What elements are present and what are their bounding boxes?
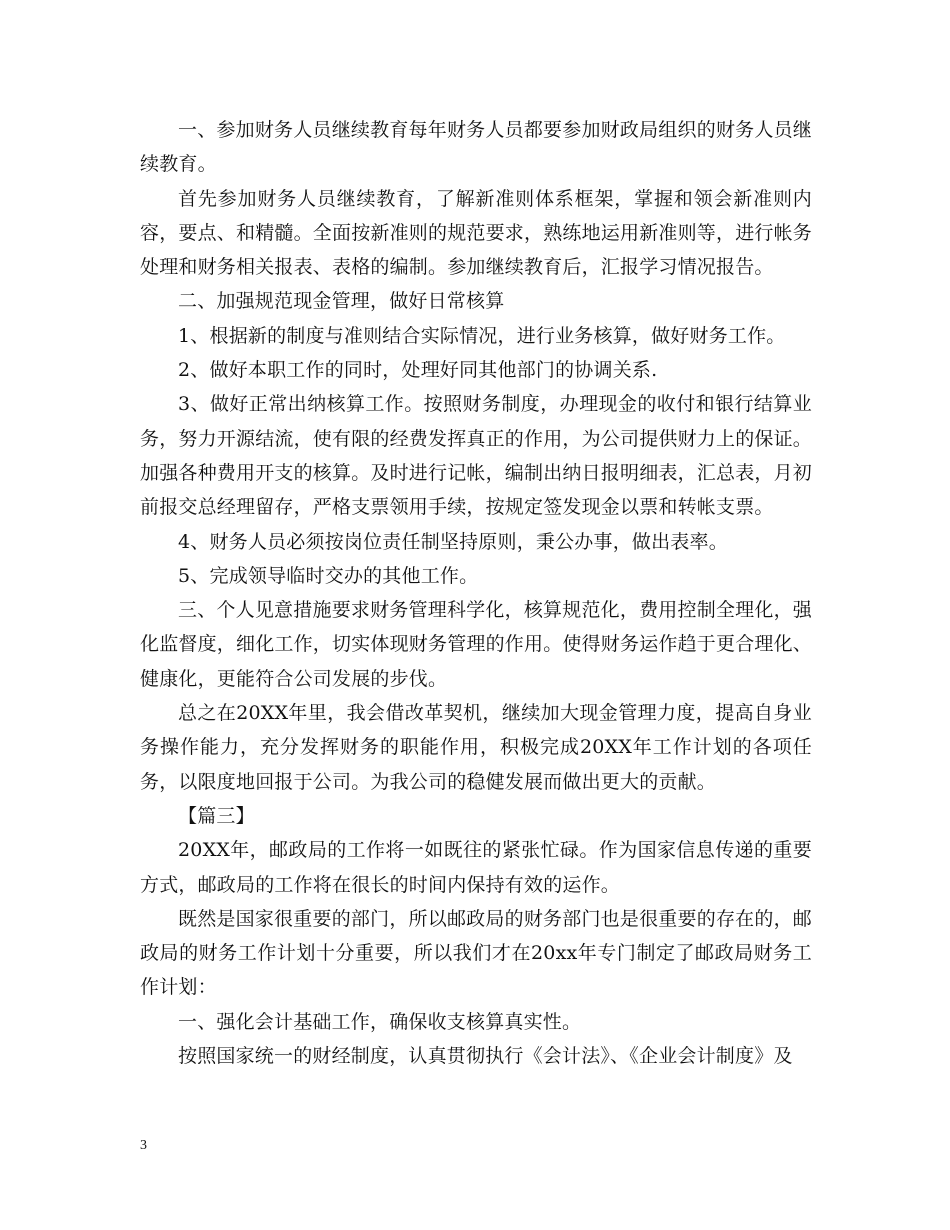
paragraph-8: 5、完成领导临时交办的其他工作。	[178, 564, 479, 587]
document-body	[140, 113, 812, 1073]
paragraph-6: 3、做好正常出纳核算工作。按照财务制度，办理现金的收付和银行结算业务，努力开源结流，使有限的经费发挥真正的作用，为公司提供财力上的保证。加强各种费用开支的核算。及时进行记帐，编制出纳日报明细表，汇总表，月初前报交总经理留存，严格支票领用手续，按规定签发现金以票和转帐支票。	[140, 393, 813, 519]
paragraph-13: 既然是国家很重要的部门，所以邮政局的财务部门也是很重要的存在的，邮政局的财务工作计划十分重要，所以我们才在20xx年专门制定了邮政局财务工作计划：	[140, 907, 812, 999]
paragraph-14: 一、强化会计基础工作，确保收支核算真实性。	[178, 1010, 582, 1033]
page-number: 3	[140, 1138, 147, 1153]
paragraph-9: 三、个人见意措施要求财务管理科学化，核算规范化，费用控制全理化，强化监督度，细化工作，切实体现财务管理的作用。使得财务运作趋于更合理化、健康化，更能符合公司发展的步伐。	[140, 599, 813, 690]
paragraph-4: 1、根据新的制度与准则结合实际情况，进行业务核算，做好财务工作。	[178, 324, 786, 347]
paragraph-15: 按照国家统一的财经制度，认真贯彻执行《会计法》、《企业会计制度》及	[178, 1045, 793, 1068]
paragraph-3: 二、加强规范现金管理，做好日常核算	[178, 290, 505, 313]
paragraph-7: 4、财务人员必须按岗位责任制坚持原则，秉公办事，做出表率。	[178, 530, 728, 553]
paragraph-12: 20XX年，邮政局的工作将一如既往的紧张忙碌。作为国家信息传递的重要方式，邮政局的工作将在很长的时间内保持有效的运作。	[140, 839, 812, 896]
paragraph-10: 总之在20XX年里，我会借改革契机，继续加大现金管理力度，提高自身业务操作能力，充分发挥财务的职能作用，积极完成20XX年工作计划的各项任务，以限度地回报于公司。为我公司的稳健发展而做出更大的贡献。	[140, 702, 812, 793]
paragraph-1: 一、参加财务人员继续教育每年财务人员都要参加财政局组织的财务人员继续教育。	[140, 119, 812, 176]
section-heading: 【篇三】	[178, 804, 255, 827]
paragraph-2: 首先参加财务人员继续教育，了解新准则体系框架，掌握和领会新准则内容，要点、和精髓。全面按新准则的规范要求，熟练地运用新准则等，进行帐务处理和财务相关报表、表格的编制。参加继续教育后，汇报学习情况报告。	[140, 187, 813, 279]
paragraph-5: 2、做好本职工作的同时，处理好同其他部门的协调关系.	[178, 359, 658, 382]
